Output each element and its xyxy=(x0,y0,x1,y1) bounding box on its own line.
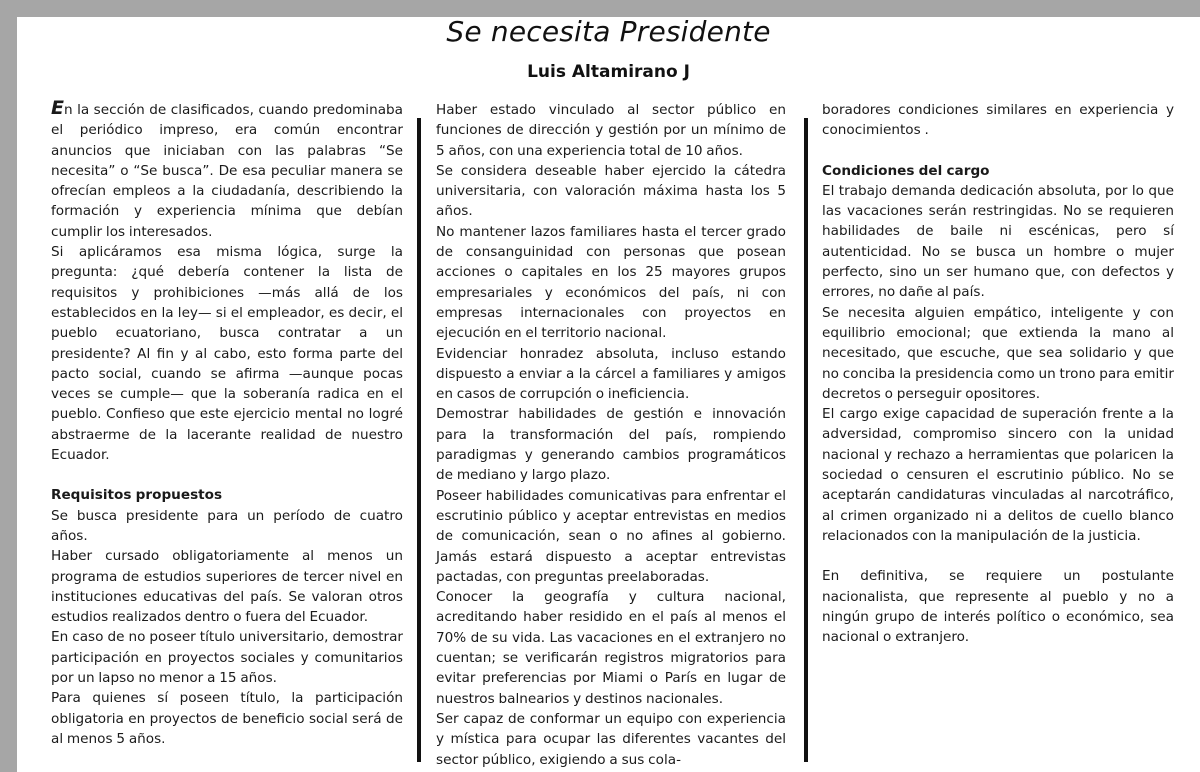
article-column-3 xyxy=(822,100,1174,647)
section-heading-requisitos: Requisitos propuestos xyxy=(51,487,223,504)
paragraph: Se necesita alguien empático, inteligente y con equilibrio emocional; que extienda la mano al necesitado, que escuche, que sea solidario y que no conciba la presidencia como un trono para emitir decretos o perseguir opositores. xyxy=(822,304,1174,402)
paragraph: El cargo exige capacidad de superación frente a la adversidad, compromiso sincero con la unidad nacional y rechazo a herramientas que polaricen la sociedad o censuren el escrutinio público. No se aceptarán candidaturas vinculadas al narcotráfico, al crimen organizado ni a delitos de cuello blanco relacionados con la manipulación de la justicia. xyxy=(822,406,1174,544)
paragraph: Si aplicáramos esa misma lógica, surge la pregunta: ¿qué debería contener la lista de requisitos y prohibiciones —más allá de los establecidos en la ley— si el empleador, es decir, el pueblo ecuatoriano, busca contratar a un presidente? Al fin y al cabo, esto forma parte del pacto social, cuando se afirma —aunque pocas veces se cumple— que la soberanía radica en el pueblo. Confieso que este ejercicio mental no logré abstraerme de la lacerante realidad de nuestro Ecuador. xyxy=(51,244,403,464)
article-title: Se necesita Presidente xyxy=(446,15,771,48)
paragraph: Se busca presidente para un período de cuatro años. xyxy=(51,507,403,544)
column-divider xyxy=(417,118,421,762)
paragraph: Conocer la geografía y cultura nacional, acreditando haber residido en el país al menos el 70% de su vida. Las vacaciones en el extranjero no cuentan; se verificarán registros migratorios para evitar preferencias por Miami o París en lugar de nuestros balnearios y destinos nacionales. xyxy=(436,589,786,707)
paragraph: Para quienes sí poseen título, la participación obligatoria en proyectos de beneficio social será de al menos 5 años. xyxy=(51,690,403,747)
paragraph: No mantener lazos familiares hasta el tercer grado de consanguinidad con personas que posean acciones o capitales en los 25 mayores grupos empresariales y económicos del país, ni con empresas internacionales con proyectos en ejecución en el territorio nacional. xyxy=(436,223,786,342)
paragraph: El trabajo demanda dedicación absoluta, por lo que las vacaciones serán restringidas. No se requieren habilidades de baile ni escénicas, pero sí autenticidad. No se busca un hombre o mujer perfecto, sino un ser humano que, con defectos y errores, no dañe al país. xyxy=(822,182,1174,301)
page-frame-left xyxy=(0,0,17,772)
paragraph: Poseer habilidades comunicativas para enfrentar el escrutinio público y aceptar entrevistas en medios de comunicación, sean o no afines al gobierno. Jamás estará dispuesto a aceptar entrevistas pactadas, con preguntas preelaboradas. xyxy=(436,487,786,585)
article-column-1 xyxy=(51,97,403,749)
drop-cap: E xyxy=(51,97,64,119)
paragraph: Demostrar habilidades de gestión e innovación para la transformación del país, rompiendo paradigmas y generando cambios programáticos de mediano y largo plazo. xyxy=(436,406,786,484)
paragraph: Se considera deseable haber ejercido la cátedra universitaria, con valoración máxima hasta los 5 años. xyxy=(436,162,786,220)
paragraph: En definitiva, se requiere un postulante nacionalista, que represente al pueblo y no a ningún grupo de interés político o económico, sea nacional o extranjero. xyxy=(822,568,1174,646)
article-column-2 xyxy=(436,100,786,770)
column-divider xyxy=(804,118,808,762)
paragraph: En caso de no poseer título universitario, demostrar participación en proyectos sociales y comunitarios por un lapso no menor a 15 años. xyxy=(51,629,403,687)
article-author: Luis Altamirano J xyxy=(527,62,690,82)
paragraph: boradores condiciones similares en experiencia y conocimientos . xyxy=(822,102,1174,139)
paragraph xyxy=(51,97,403,242)
section-heading-condiciones: Condiciones del cargo xyxy=(822,162,990,179)
paragraph: Ser capaz de conformar un equipo con experiencia y mística para ocupar las diferentes vacantes del sector público, exigiendo a sus cola- xyxy=(436,710,786,768)
paragraph: Haber cursado obligatoriamente al menos un programa de estudios superiores de tercer nivel en instituciones educativas del país. Se valoran otros estudios realizados dentro o fuera del Ecuador. xyxy=(51,548,403,626)
paragraph: Evidenciar honradez absoluta, incluso estando dispuesto a enviar a la cárcel a familiares y amigos en casos de corrupción o ineficiencia. xyxy=(436,345,786,403)
paragraph: Haber estado vinculado al sector público en funciones de dirección y gestión por un mínimo de 5 años, con una experiencia total de 10 años. xyxy=(436,102,786,159)
intro-text: n la sección de clasificados, cuando predominaba el periódico impreso, era común encontrar anuncios que iniciaban con las palabras “Se necesita” o “Se busca”. De esa peculiar manera se ofrecían empleos a la ciudadanía, describiendo la formación y experiencia mínima que debían cumplir los interesados. xyxy=(51,102,403,240)
